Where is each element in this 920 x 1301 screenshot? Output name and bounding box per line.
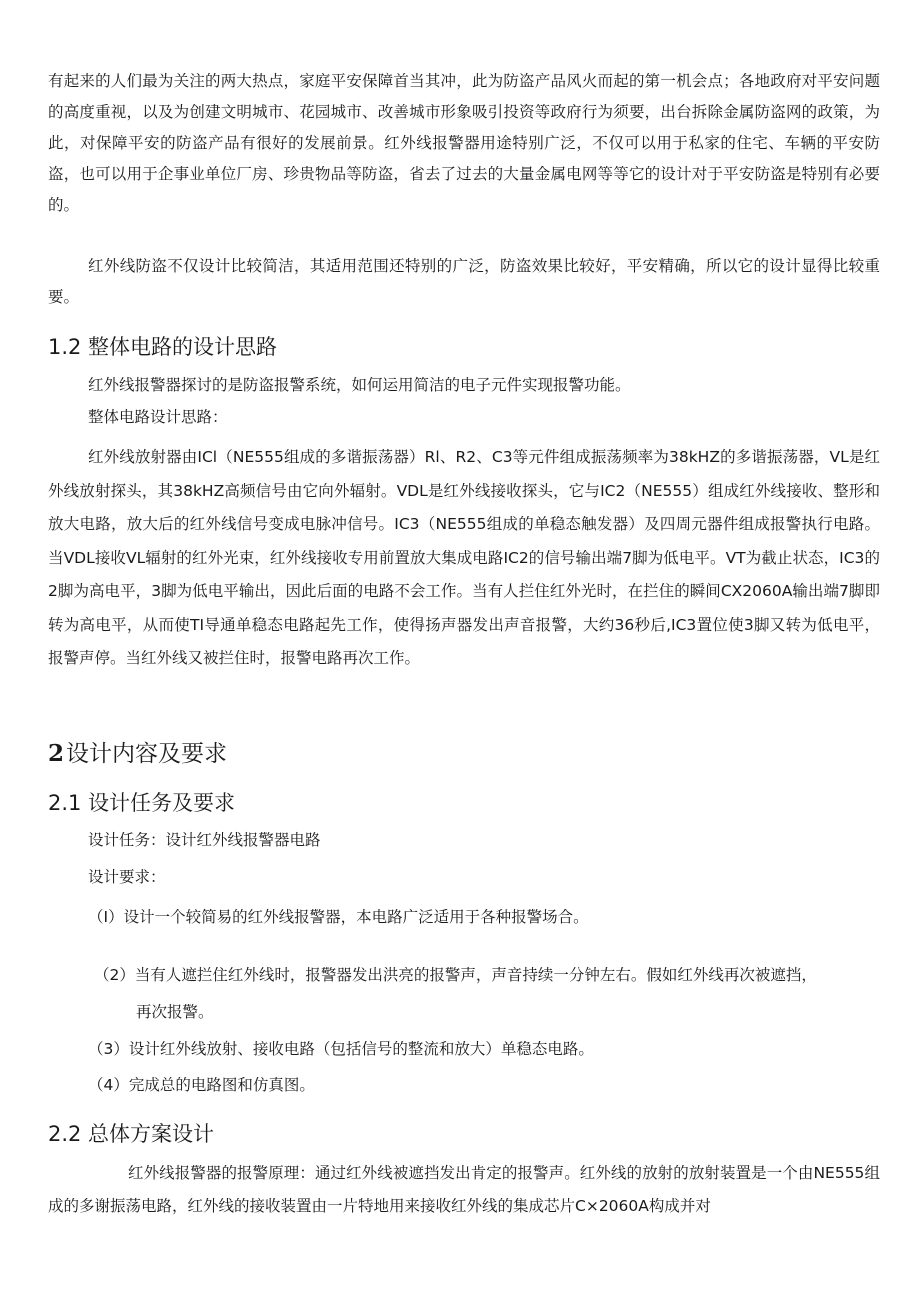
summary-paragraph: 红外线防盗不仅设计比较简洁，其适用范围还特别的广泛，防盗效果比较好，平安精确，所以它的设计显得比较重要。: [48, 257, 880, 306]
requirement-item: （4）完成总的电路图和仿真图。: [88, 1076, 315, 1094]
section-title: 设计任务及要求: [88, 791, 235, 815]
requirement-item: （I）设计一个较简易的红外线报警器，本电路广泛适用于各种报警场合。: [88, 908, 589, 926]
intro-paragraph: 有起来的人们最为关注的两大热点，家庭平安保障首当其冲，此为防盗产品风火而起的第一机会点；各地政府对平安问题的高度重视，以及为创建文明城市、花园城市、改善城市形象吸引投资等政府行为须要，出台拆除金属防盗网的政策，为此，对保障平安的防盗产品有很好的发展前景。红外线报警器用途特别广泛，不仅可以用于私家的住宅、车辆的平安防盗，也可以用于企事业单位厂房、珍贵物品等防盗，省去了过去的大量金属电网等等它的设计对于平安防盗是特别有必要的。: [48, 72, 880, 214]
design-requirements-label: 设计要求：: [88, 868, 166, 886]
section-heading-2-1: [48, 788, 235, 818]
design-task: 设计任务：设计红外线报警器电路: [88, 831, 321, 849]
section-title: 整体电路的设计思路: [88, 335, 277, 359]
section-number: 1.2: [48, 335, 82, 359]
requirement-item-continued: 再次报警。: [136, 1003, 214, 1021]
section-heading-2-2: [48, 1119, 214, 1149]
section-number: 2.1: [48, 791, 82, 815]
requirement-item: （2）当有人遮拦住红外线时，报警器发出洪亮的报警声，声音持续一分钟左右。假如红外线再次被遮挡，: [94, 966, 817, 984]
section-number: 2.2: [48, 1122, 82, 1146]
section-2-2-body: 红外线报警器的报警原理：通过红外线被遮挡发出肯定的报警声。红外线的放射的放射装置是一个由NE555组成的多谢振荡电路，红外线的接收装置由一片特地用来接收红外线的集成芯片C×2060A构成并对: [48, 1164, 880, 1215]
chapter-number: 2: [48, 740, 65, 767]
chapter-heading-2: [48, 738, 227, 770]
section-1-2-intro: 红外线报警器探讨的是防盗报警系统，如何运用简洁的电子元件实现报警功能。: [88, 376, 631, 394]
section-title: 总体方案设计: [88, 1122, 214, 1146]
section-1-2-body: 红外线放射器由ICl（NE555组成的多谐振荡器）Rl、R2、C3等元件组成振荡频率为38kHZ的多谐振荡器，VL是红外线放射探头，其38kHZ高频信号由它向外辐射。VDL是红外线接收探头，它与IC2（NE555）组成红外线接收、整形和放大电路，放大后的红外线信号变成电脉冲信号。IC3（NE555组成的单稳态触发器）及四周元器件组成报警执行电路。当VDL接收VL辐射的红外光束，红外线接收专用前置放大集成电路IC2的信号输出端7脚为低电平。VT为截止状态，IC3的2脚为高电平，3脚为低电平输出，因此后面的电路不会工作。当有人拦住红外光时，在拦住的瞬间CX2060A输出端7脚即转为高电平，从而使TI导通单稳态电路起先工作，使得扬声器发出声音报警，大约36秒后,IC3置位使3脚又转为低电平，报警声停。当红外线又被拦住时，报警电路再次工作。: [48, 448, 880, 667]
section-1-2-label: 整体电路设计思路：: [88, 408, 228, 426]
chapter-title: 设计内容及要求: [66, 741, 228, 767]
section-heading-1-2: [48, 332, 277, 362]
requirement-item: （3）设计红外线放射、接收电路（包括信号的整流和放大）单稳态电路。: [88, 1040, 594, 1058]
